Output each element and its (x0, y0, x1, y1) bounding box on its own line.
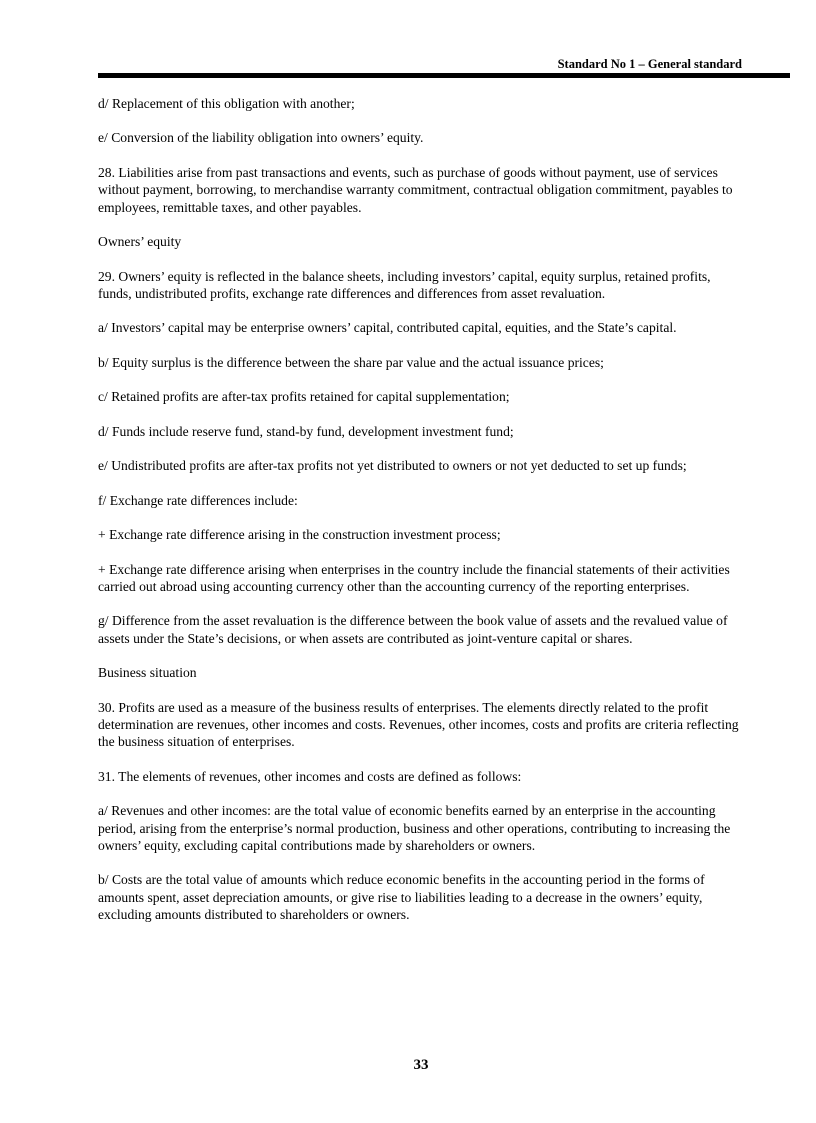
page-number: 33 (413, 1057, 429, 1073)
paragraph-item-e-conversion: e/ Conversion of the liability obligation into owners’ equity. (98, 130, 424, 146)
paragraph-item-d-replacement: d/ Replacement of this obligation with another; (98, 96, 355, 111)
paragraph-31-elements: 31. The elements of revenues, other incomes and costs are defined as follows: (98, 768, 522, 784)
paragraph-29-owners-equity: 29. Owners’ equity is reflected in the balance sheets, including investors’ capital, equity surplus, retained profits, funds, undistributed profits, exchange rate differences and differences from asset revaluation. (98, 268, 711, 301)
paragraph-bullet-construction: + Exchange rate difference arising in the construction investment process; (98, 527, 501, 543)
section-heading-owners-equity: Owners’ equity (98, 234, 182, 250)
paragraph-bullet-abroad: + Exchange rate difference arising when enterprises in the country include the financial statements of their activities carried out abroad using accounting currency other than the accounting currency of the reporting enterprises. (98, 561, 730, 594)
paragraph-item-b-equity-surplus: b/ Equity surplus is the difference between the share par value and the actual issuance prices; (98, 354, 604, 370)
header-rule (98, 73, 790, 78)
body-text (98, 95, 746, 940)
paragraph-item-a-revenues: a/ Revenues and other incomes: are the total value of economic benefits earned by an enterprise in the accounting period, arising from the enterprise’s normal production, business and other operations, contributing to increasing the owners’ equity, excluding capital contributions made by shareholders or owners. (98, 803, 731, 853)
paragraph-item-e-undistributed-profits: e/ Undistributed profits are after-tax profits not yet distributed to owners or not yet deducted to set up funds; (98, 458, 687, 474)
running-header: Standard No 1 – General standard (557, 57, 742, 71)
paragraph-28-liabilities: 28. Liabilities arise from past transactions and events, such as purchase of goods without payment, use of services without payment, borrowing, to merchandise warranty commitment, contractual obligation commitment, payables to employees, remittable taxes, and other payables. (98, 164, 733, 215)
paragraph-item-a-investors-capital: a/ Investors’ capital may be enterprise owners’ capital, contributed capital, equities, and the State’s capital. (98, 320, 677, 336)
paragraph-item-c-retained-profits: c/ Retained profits are after-tax profits retained for capital supplementation; (98, 389, 510, 405)
paragraph-item-b-costs: b/ Costs are the total value of amounts which reduce economic benefits in the accounting period in the forms of amounts spent, asset depreciation amounts, or give rise to liabilities leading to a decrease in the owners’ equity, excluding amounts distributed to shareholders or owners. (98, 872, 705, 922)
paragraph-item-f-exchange-rate: f/ Exchange rate differences include: (98, 492, 298, 508)
section-heading-business-situation: Business situation (98, 665, 197, 681)
paragraph-item-d-funds: d/ Funds include reserve fund, stand-by fund, development investment fund; (98, 423, 514, 439)
paragraph-item-g-revaluation: g/ Difference from the asset revaluation is the difference between the book value of assets and the revalued value of assets under the State’s decisions, or when assets are contributed as joint-venture capital or shares. (98, 613, 728, 646)
paragraph-30-profits: 30. Profits are used as a measure of the business results of enterprises. The elements directly related to the profit determination are revenues, other incomes and costs. Revenues, other incomes, costs and profits are criteria reflecting the business situation of enterprises. (98, 699, 739, 750)
